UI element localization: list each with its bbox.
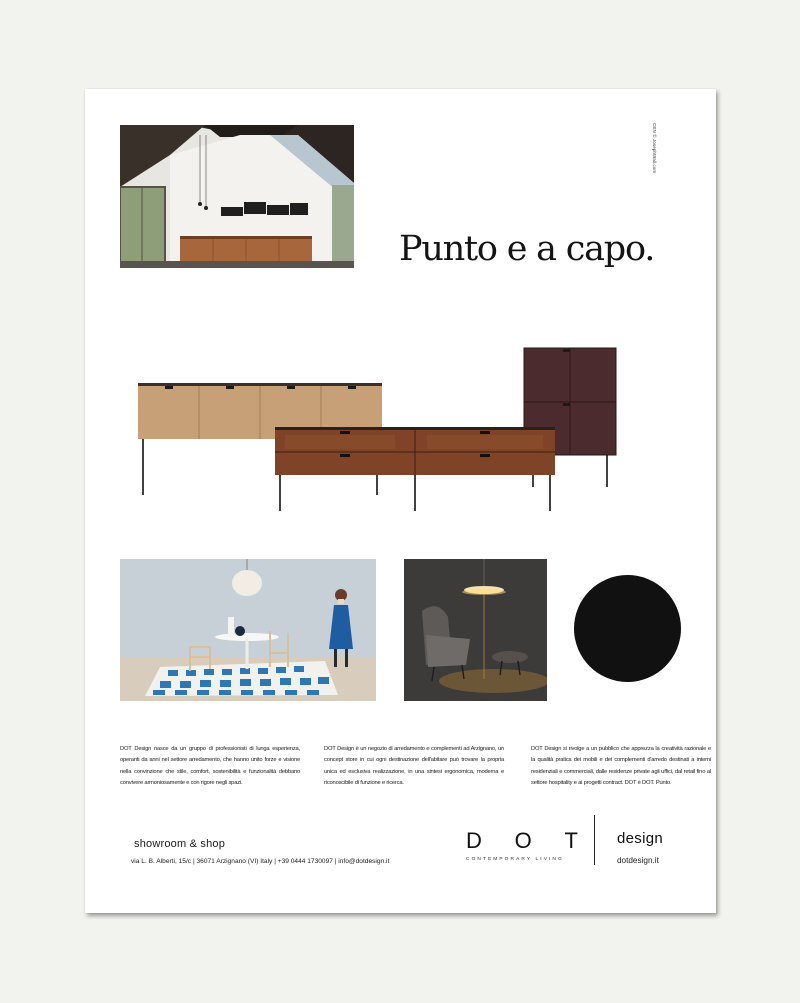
brand-logo	[466, 828, 578, 854]
brand-letter-t: T	[564, 828, 578, 853]
brand-tagline: CONTEMPORARY LIVING	[466, 857, 564, 862]
armchair-photo	[404, 559, 547, 701]
brand-letter-o: O	[514, 828, 532, 853]
intro-column-2: DOT Design è un negozio di arredamento e complementi ad Arzignano, un concept store in cui ogni destinazione dell'abitare può trovare la propria unica ed esclusiva realizzazione, in una sintesi ergonomica, moderna e riconoscibile di funzione e ricerca.	[324, 746, 504, 787]
design-label: design	[617, 830, 664, 847]
showroom-label: showroom & shop	[134, 838, 226, 850]
brand-letter-d: D	[466, 828, 482, 853]
website-link[interactable]: dotdesign.it	[617, 856, 659, 865]
kitchen-photo	[120, 125, 354, 268]
photo-credit: CEN © JosephWall.com	[652, 123, 657, 174]
dot-circle-graphic	[574, 575, 681, 682]
advert-page	[85, 89, 716, 913]
contact-address: via L. B. Alberti, 15/c | 36071 Arzignano (VI) Italy | +39 0444 1730097 | info@dotdesign.it	[131, 858, 390, 865]
intro-column-3: DOT Design si rivolge a un pubblico che apprezza la creatività razionale e la qualità pratica dei mobili e dei complementi d'arredo destinati a interni residenziali e commerciali, dalle residenze private agli uffici, dal retail fino al settore hospitality e ai progetti contract. DOT è DOT. Punto.	[531, 746, 711, 787]
intro-column-1: DOT Design nasce da un gruppo di professionisti di lunga esperienza, operanti da anni nel settore arredamento, che hanno unito forze e visione nella convinzione che stile, comfort, sostenibilità e funzionalità debbano convivere armoniosamente e con rigore negli spazi.	[120, 746, 300, 787]
headline: Punto e a capo.	[399, 229, 655, 269]
living-room-photo	[120, 559, 376, 701]
brand-divider	[594, 815, 595, 865]
furniture-illustration	[135, 345, 625, 515]
